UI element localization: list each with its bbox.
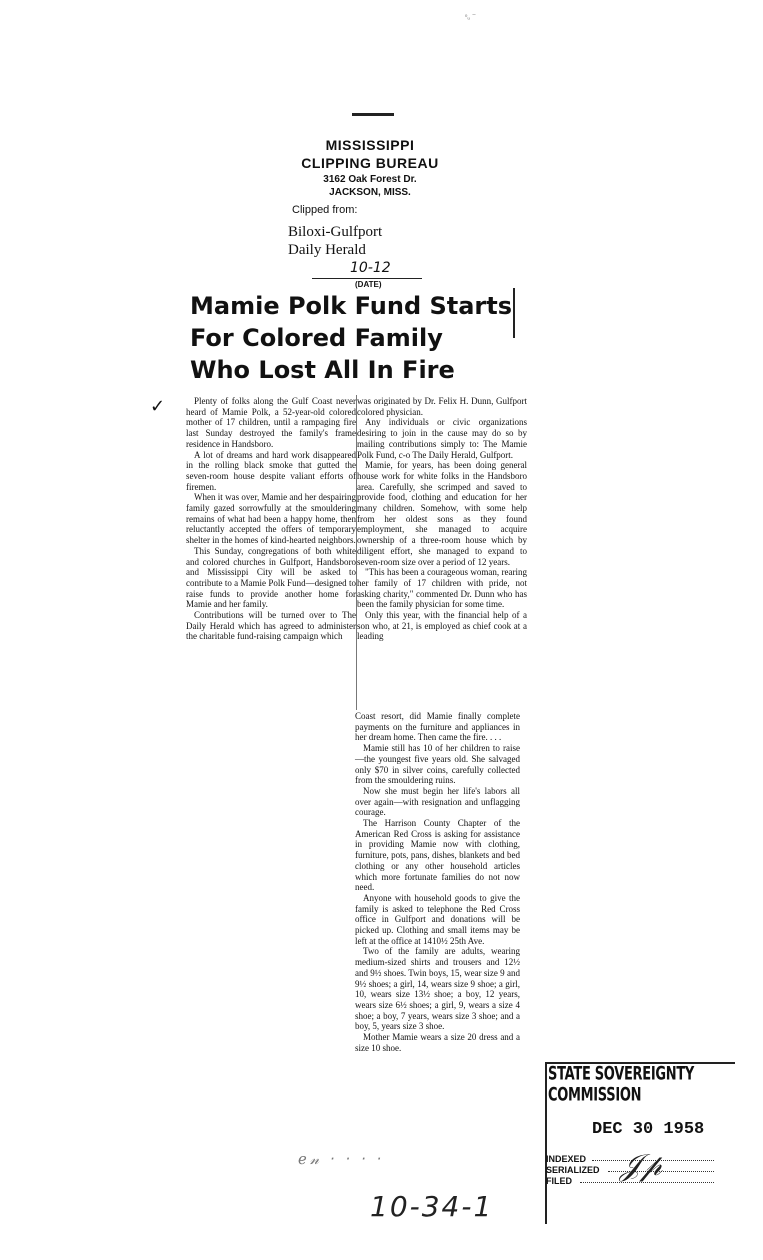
newspaper-name-line2: Daily Herald <box>288 242 366 258</box>
stamp-serialized-label: SERIALIZED <box>546 1165 600 1175</box>
paragraph: Coast resort, did Mamie finally complete payments on the furniture and appliances in her dream home. Then came the fire. . . . <box>355 711 520 743</box>
article-column-right-lower <box>355 711 520 1054</box>
paragraph: Any individuals or civic organizations desiring to join in the cause may do so by mailing contributions simply to: The Mamie Polk Fund, c-o The Daily Herald, Gulfport. <box>357 417 527 460</box>
stamp-date: DEC 30 1958 <box>592 1120 705 1139</box>
faint-handwriting: ℯ𝓃 · · · · <box>298 1150 385 1168</box>
header-dash <box>352 113 394 116</box>
stamp-indexed-label: INDEXED <box>546 1154 587 1164</box>
headline-line1: Mamie Polk Fund Starts <box>190 292 513 320</box>
paragraph: Only this year, with the financial help of a son who, at 21, is employed as chief cook at a leading <box>357 610 527 642</box>
paragraph: When it was over, Mamie and her despairing family gazed sorrowfully at the smouldering remains of what had been a happy home, then reluctantly accepted the offers of temporary shelter in the homes of kind-hearted neighbors. <box>186 492 356 546</box>
paragraph: Two of the family are adults, wearing medium-sized shirts and trousers and 12½ and 9½ shoes. Twin boys, 15, wear size 9 and 9½ shoes; a girl, 14, wears size 9 shoe; a girl, 10, wears size 13½ shoe; a boy, 12 years, wears size 6½ shoes; a girl, 9, wears a size 4 shoe; a boy, 7 years, wears size 3 shoe; and a boy, 5, years size 3 shoe. <box>355 946 520 1032</box>
paragraph: Mamie, for years, has been doing general house work for white folks in the Handsboro area. Carefully, she scrimped and saved to provide food, clothing and education for her many children. Somehow, with some help from her oldest sons as they found employment, she managed to acquire ownership of a three-room house which by diligent effort, she managed to expand to seven-room size over a period of 12 years. <box>357 460 527 567</box>
headline-line3: Who Lost All In Fire <box>190 356 455 384</box>
paragraph: was originated by Dr. Felix H. Dunn, Gulfport colored physician. <box>357 396 527 417</box>
article-headline <box>190 290 513 386</box>
paragraph: Plenty of folks along the Gulf Coast never heard of Mamie Polk, a 52-year-old colored mother of 17 children, until a rampaging fire last Sunday destroyed the family's frame residence in Handsboro. <box>186 396 356 449</box>
stamp-signature: 𝒥𝓅 <box>620 1148 663 1183</box>
check-mark: ✓ <box>150 396 166 417</box>
bureau-name-line2: CLIPPING BUREAU <box>301 155 439 171</box>
handwritten-date: 10-12 <box>350 260 391 276</box>
paragraph: Anyone with household goods to give the family is asked to telephone the Red Cross office in Gulfport and donations will be picked up. Clothing and small items may be left at the office at 1410½ 25th Ave. <box>355 892 520 946</box>
paragraph: Contributions will be turned over to The Daily Herald which has agreed to administer the charitable fund-raising campaign which <box>186 610 356 642</box>
date-underline <box>312 278 422 279</box>
article-column-right-upper <box>357 396 527 642</box>
bureau-address-street: 3162 Oak Forest Dr. <box>323 174 417 185</box>
stamp-filed-label: FILED <box>546 1176 572 1186</box>
paragraph: Now she must begin her life's labors all over again—with resignation and unflagging courage. <box>355 785 520 818</box>
paragraph: This Sunday, congregations of both white and colored churches in Gulfport, Handsboro and Mississippi City will be asked to contribute to a Mamie Polk Fund—designed to raise funds to provide another home for Mamie and her family. <box>186 545 356 610</box>
newspaper-name-line1: Biloxi-Gulfport <box>288 224 383 240</box>
headline-line2: For Colored Family <box>190 324 443 352</box>
corner-marks: ᵒᵤ ⁻ <box>465 12 477 21</box>
stamp-title: STATE SOVEREIGNTY COMMISSION <box>548 1064 695 1106</box>
paragraph: Mother Mamie wears a size 20 dress and a size 10 shoe. <box>355 1032 520 1053</box>
handwritten-file-number: 10-34-1 <box>370 1190 494 1223</box>
bureau-name-line1: MISSISSIPPI <box>325 137 415 153</box>
bureau-address-city: JACKSON, MISS. <box>329 187 411 198</box>
paragraph: A lot of dreams and hard work disappeared in the rolling black smoke that gutted the seven-room house despite valiant efforts of firemen. <box>186 449 356 492</box>
paragraph: The Harrison County Chapter of the American Red Cross is asking for assistance in providing Mamie now with clothing, furniture, pots, pans, dishes, blankets and bed clothing or any other household articles which more fortunate families do not now need. <box>355 818 520 893</box>
date-label: (DATE) <box>355 280 382 289</box>
paragraph: Mamie still has 10 of her children to raise—the youngest five years old. She salvaged only $70 in silver coins, carefully collected from the smouldering ruins. <box>355 743 520 786</box>
paragraph: "This has been a courageous woman, rearing her family of 17 children with pride, not asking charity," commented Dr. Dunn who has been the family physician for some time. <box>357 567 527 610</box>
headline-bracket <box>513 288 515 338</box>
clipped-from-label: Clipped from: <box>292 204 358 216</box>
article-column-left <box>186 396 356 642</box>
